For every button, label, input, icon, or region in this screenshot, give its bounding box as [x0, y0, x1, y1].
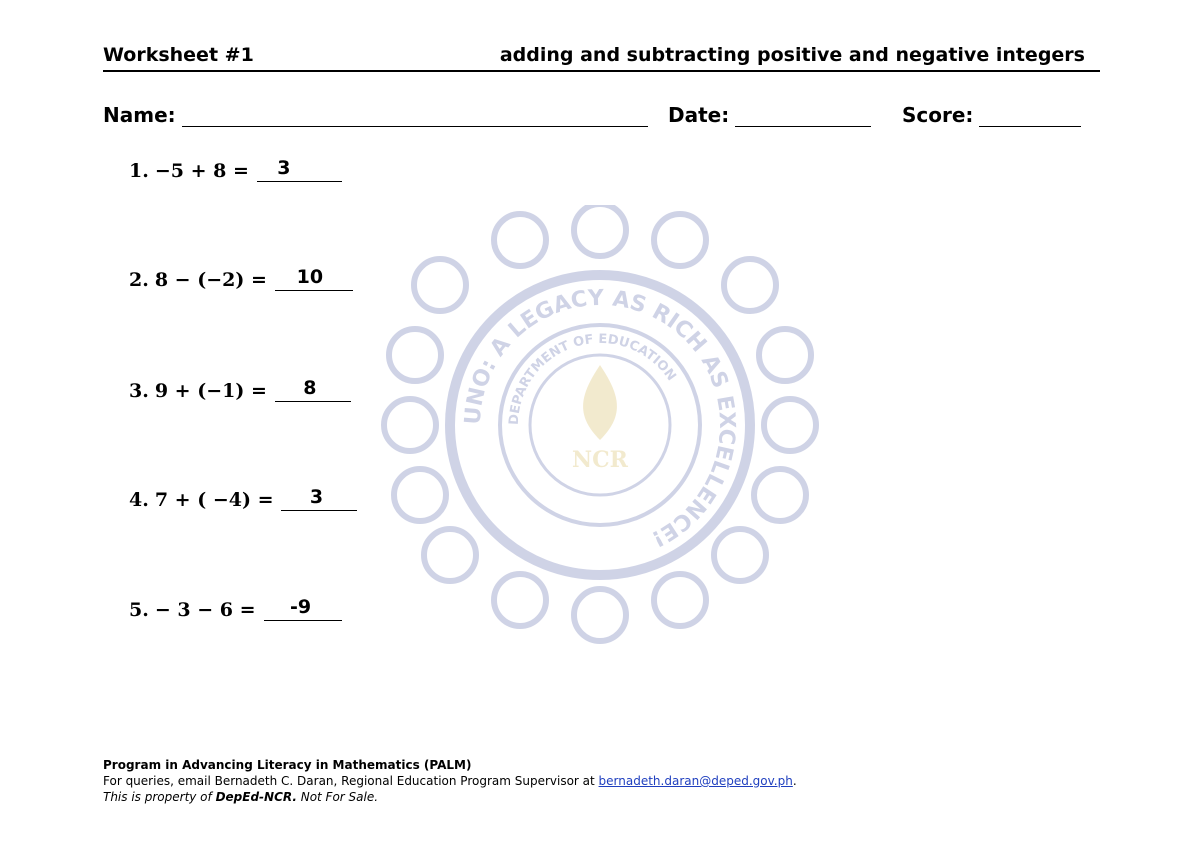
- seal-inner-text: DEPARTMENT OF EDUCATION: [506, 331, 679, 426]
- deped-ncr-seal-watermark: [380, 205, 820, 645]
- score-field: [902, 103, 1081, 129]
- problem-4: [129, 488, 357, 518]
- problem-number: 4.: [129, 489, 149, 511]
- score-label: Score:: [902, 103, 974, 127]
- footer-queries-text: For queries, email Bernadeth C. Daran, Regional Education Program Supervisor at: [103, 774, 599, 788]
- problem-expression: − 3 − 6 =: [154, 599, 256, 621]
- answer-value: 3: [277, 157, 291, 179]
- footer-property-org: DepEd-NCR.: [215, 790, 297, 804]
- problem-number: 2.: [129, 269, 149, 291]
- problem-number: 5.: [129, 599, 149, 621]
- footer: [103, 757, 797, 805]
- answer-value: 10: [296, 266, 324, 288]
- seal-ring-text: UNO: A LEGACY AS RICH AS EXCELLENCE!: [460, 285, 740, 552]
- problem-expression: 9 + (−1) =: [154, 380, 267, 402]
- problem-expression: −5 + 8 =: [154, 160, 249, 182]
- answer-blank: [264, 598, 342, 621]
- worksheet-header: [103, 44, 1100, 72]
- footer-email-link[interactable]: bernadeth.daran@deped.gov.ph: [598, 774, 793, 788]
- answer-blank: [257, 159, 342, 182]
- date-field: [668, 103, 871, 129]
- date-blank: [735, 106, 871, 127]
- problem-2: [129, 268, 353, 298]
- problem-5: [129, 598, 342, 628]
- answer-value: 8: [303, 377, 317, 399]
- date-label: Date:: [668, 103, 730, 127]
- score-blank: [979, 106, 1081, 127]
- problem-3: [129, 379, 351, 409]
- footer-queries: [103, 773, 797, 789]
- footer-property-text: This is property of: [103, 790, 216, 804]
- name-label: Name:: [103, 103, 176, 127]
- answer-blank: [275, 379, 351, 402]
- footer-property: [103, 789, 797, 805]
- footer-queries-end: .: [792, 774, 797, 788]
- footer-property-end: Not For Sale.: [296, 790, 379, 804]
- problem-number: 3.: [129, 380, 149, 402]
- problem-expression: 7 + ( −4) =: [154, 489, 274, 511]
- name-blank: [182, 106, 648, 127]
- seal-center-text: NCR: [572, 447, 628, 473]
- problem-1: [129, 159, 342, 189]
- answer-blank: [281, 488, 357, 511]
- problem-number: 1.: [129, 160, 149, 182]
- worksheet-topic: adding and subtracting positive and negative integers: [499, 44, 1085, 66]
- footer-program: Program in Advancing Literacy in Mathematics (PALM): [103, 758, 472, 772]
- name-field: [103, 103, 648, 129]
- answer-value: 3: [309, 486, 324, 508]
- answer-blank: [275, 268, 353, 291]
- worksheet-title: Worksheet #1: [103, 44, 254, 66]
- answer-value: -9: [289, 596, 312, 618]
- problem-expression: 8 − (−2) =: [154, 269, 267, 291]
